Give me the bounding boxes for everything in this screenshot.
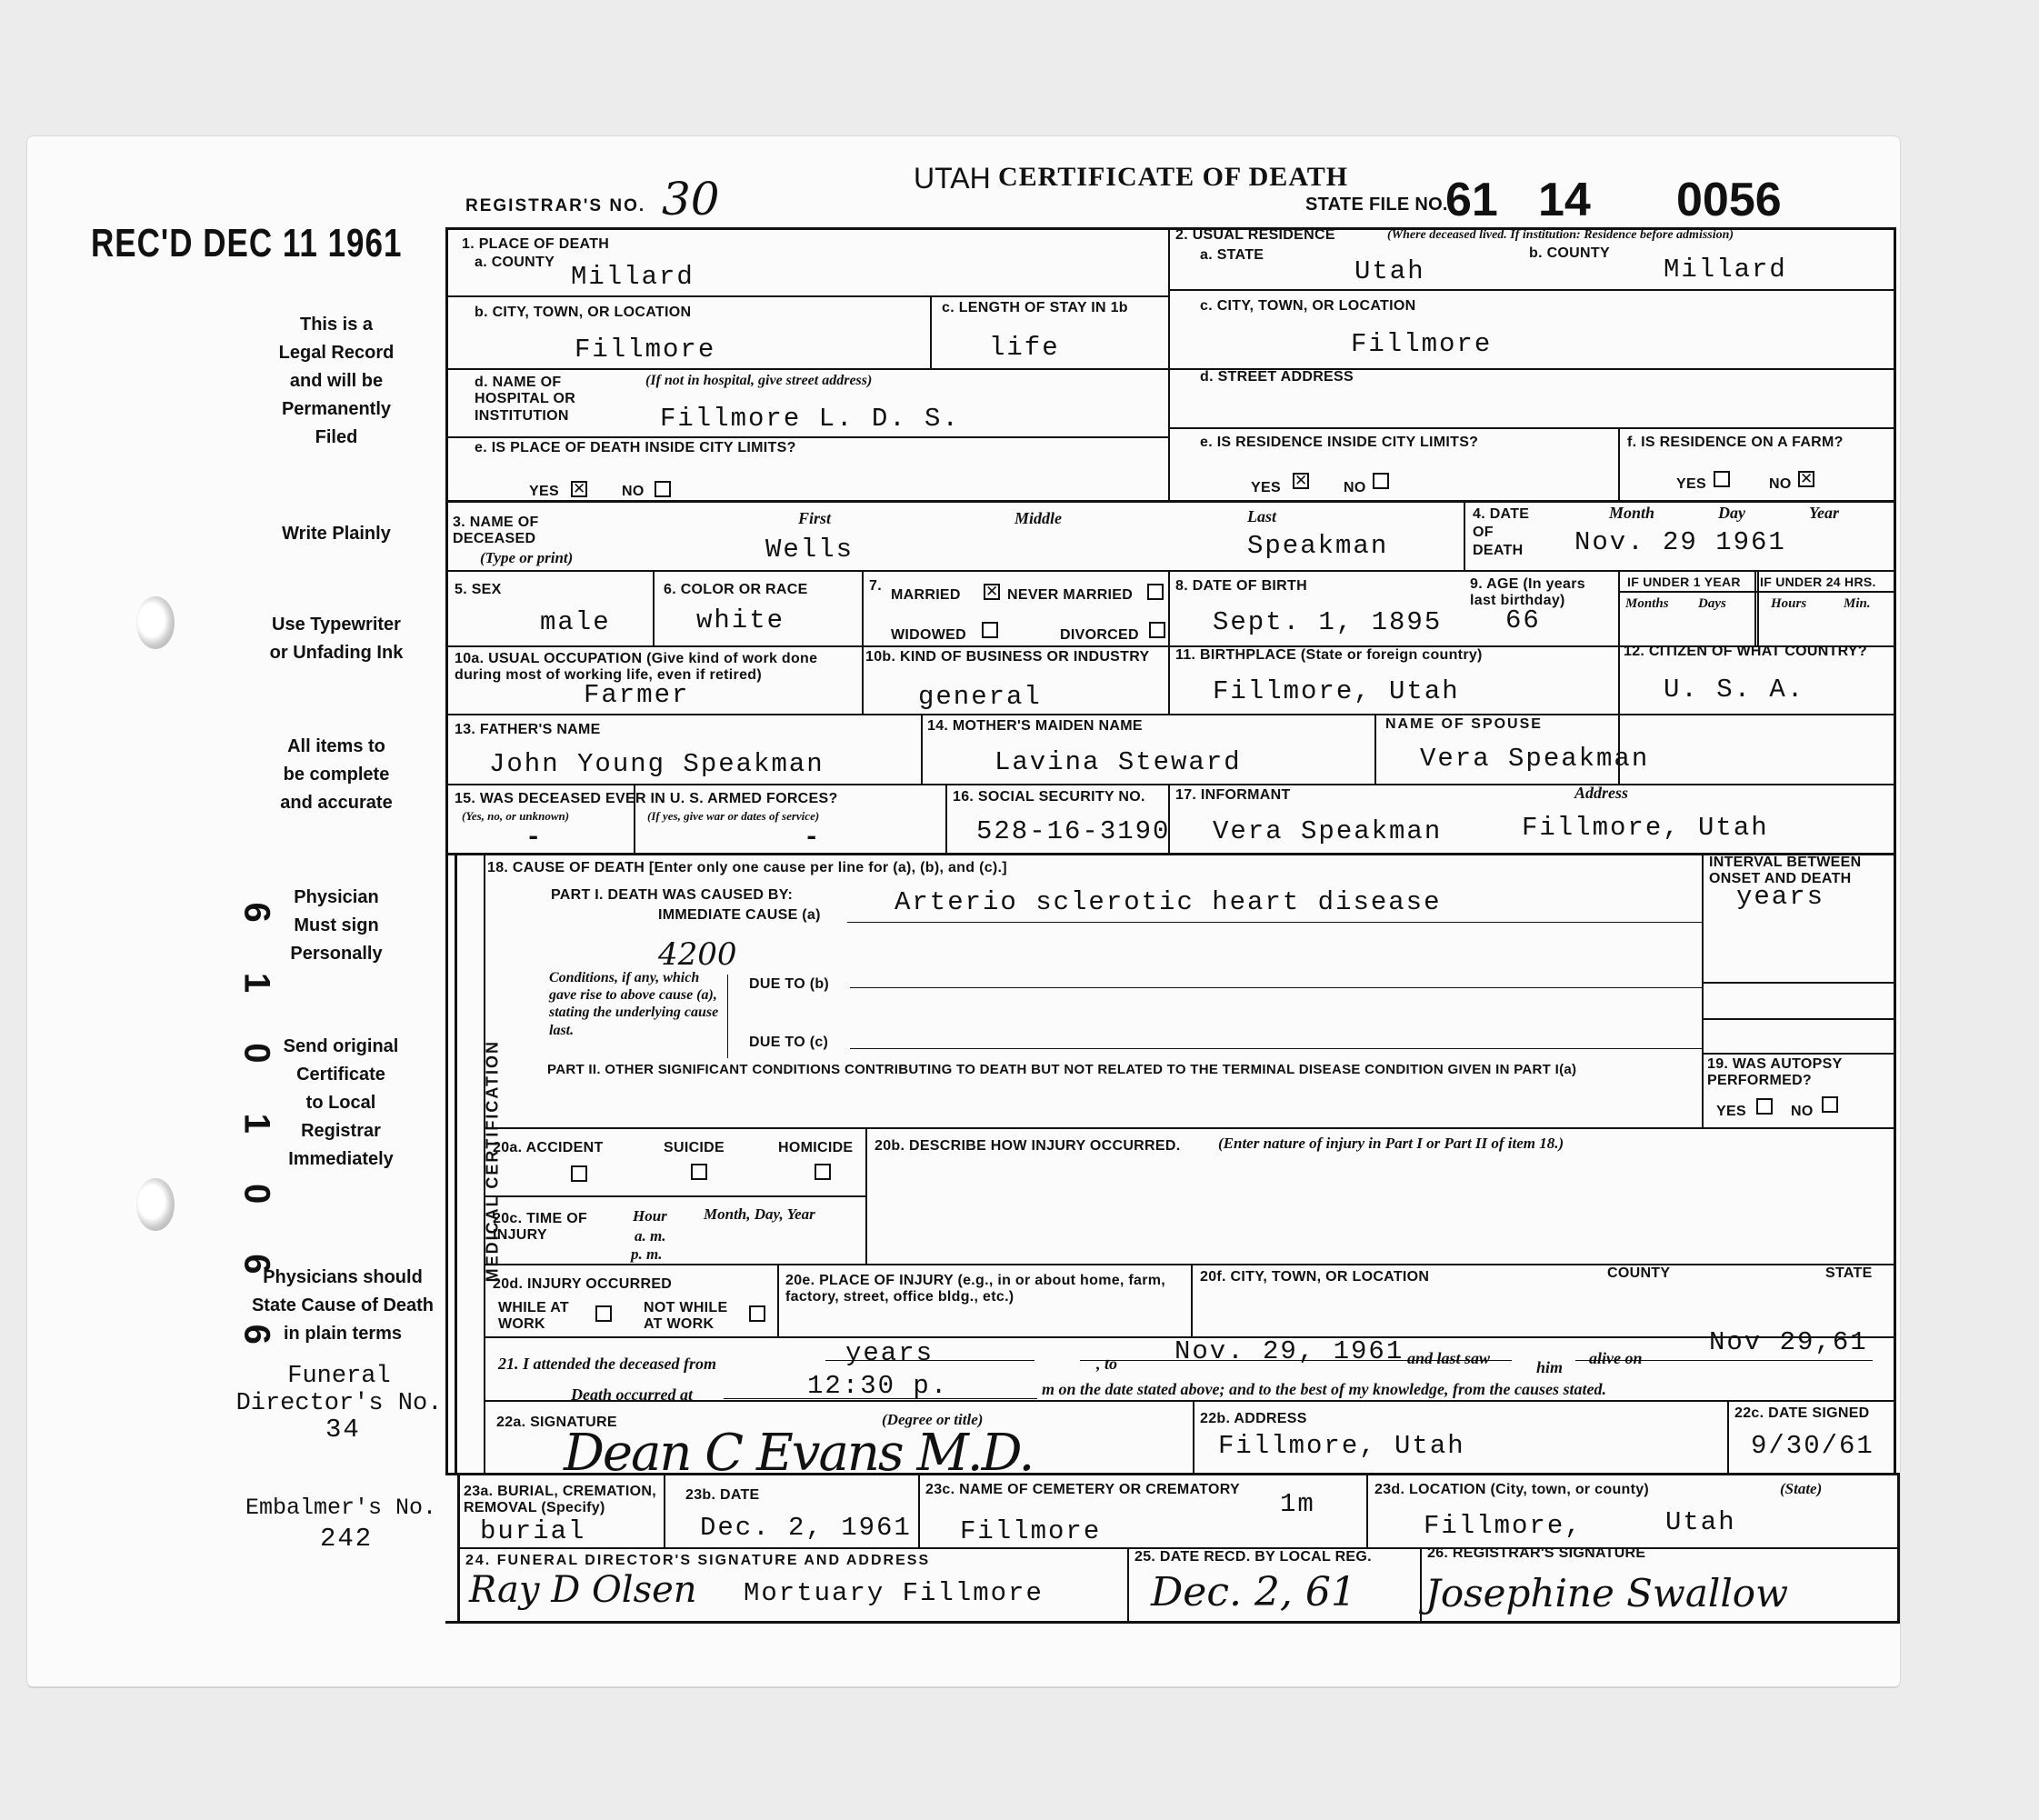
date-received-label: 25. DATE RECD. BY LOCAL REG. [1134, 1549, 1372, 1565]
cemetery-label: 23c. NAME OF CEMETERY OR CREMATORY [925, 1482, 1240, 1497]
death-city-label: b. CITY, TOWN, OR LOCATION [475, 305, 692, 320]
received-stamp: REC'D DEC 11 1961 [91, 221, 403, 265]
signature-label: 22a. SIGNATURE [496, 1415, 617, 1430]
birthplace: Fillmore, Utah [1213, 676, 1460, 706]
burial-state: Utah [1665, 1507, 1736, 1537]
mother-name-label: 14. MOTHER'S MAIDEN NAME [927, 718, 1143, 734]
state-file-part-2: 14 [1538, 174, 1591, 226]
part-2-label: PART II. OTHER SIGNIFICANT CONDITIONS CONTRIBUTING TO DEATH BUT NOT RELATED TO THE TERMINAL DISEASE CONDITION GIVEN IN PART I(a) [547, 1062, 1577, 1077]
attended-from: years [845, 1338, 935, 1368]
death-county: Millard [571, 262, 695, 292]
under-1-year-label: IF UNDER 1 YEAR [1627, 575, 1741, 589]
burial-date-label: 23b. DATE [685, 1487, 760, 1503]
residence-city: Fillmore [1351, 329, 1493, 359]
alive-on-label: alive on [1589, 1349, 1643, 1367]
burial-label: 23a. BURIAL, CREMATION, REMOVAL (Specify) [464, 1484, 656, 1516]
mother-name: Lavina Steward [995, 747, 1242, 777]
min-label: Min. [1844, 596, 1871, 611]
conditions-note: Conditions, if any, which gave rise to above cause (a), stating the underlying cause last. [549, 970, 719, 1038]
death-inside-yes-checkbox[interactable]: ✕ [573, 480, 586, 498]
accident-checkbox[interactable] [571, 1165, 587, 1182]
attended-to: Nov. 29, 1961 [1174, 1336, 1404, 1366]
not-while-at-work-label: NOT WHILE AT WORK [644, 1300, 728, 1333]
usual-residence-label: 2. USUAL RESIDENCE [1175, 227, 1335, 243]
death-occurred-time: 12:30 p. [807, 1371, 949, 1401]
send-original-note: Send original Certificate to Local Registrar Immediately [283, 1036, 399, 1169]
farm-label: f. IS RESIDENCE ON A FARM? [1627, 435, 1844, 450]
informant-name: Vera Speakman [1213, 816, 1443, 846]
father-name: John Young Speakman [489, 749, 825, 779]
farm-yes-checkbox[interactable] [1714, 471, 1730, 487]
injury-state-label: STATE [1825, 1265, 1873, 1281]
place-of-death-label: 1. PLACE OF DEATH [462, 236, 610, 252]
homicide-checkbox[interactable] [815, 1164, 831, 1180]
injury-occurred-label: 20d. INJURY OCCURRED [493, 1276, 673, 1292]
not-while-at-work-checkbox[interactable] [749, 1305, 765, 1322]
registrar-signature-label: 26. REGISTRAR'S SIGNATURE [1427, 1545, 1646, 1561]
funeral-director-no-label: Funeral Director's No. [235, 1363, 443, 1417]
farm-yes-label: YES [1676, 476, 1706, 492]
residence-state-label: a. STATE [1200, 247, 1264, 263]
residence-inside-yes-label: YES [1251, 480, 1281, 495]
residence-inside-limits-label: e. IS RESIDENCE INSIDE CITY LIMITS? [1200, 435, 1479, 450]
interval: years [1736, 882, 1825, 912]
sex: male [540, 607, 611, 637]
birthplace-label: 11. BIRTHPLACE (State or foreign country) [1175, 647, 1483, 663]
punch-hole [136, 596, 175, 649]
date-of-death: Nov. 29 1961 [1574, 527, 1786, 557]
complete-note: All items to be complete and accurate [280, 736, 393, 813]
pm-label: p. m. [631, 1245, 663, 1263]
immediate-cause-label: IMMEDIATE CAUSE (a) [658, 907, 821, 923]
date-received: Dec. 2, 61 [1151, 1569, 1356, 1615]
last-name-label: Last [1247, 507, 1277, 525]
deceased-first-name: Wells [765, 535, 855, 565]
marital-item-number: 7. [869, 578, 882, 594]
date-of-birth: Sept. 1, 1895 [1213, 607, 1443, 637]
never-married-checkbox[interactable] [1147, 584, 1164, 600]
father-name-label: 13. FATHER'S NAME [455, 722, 601, 737]
date-of-birth-label: 8. DATE OF BIRTH [1175, 578, 1307, 594]
injury-county-label: COUNTY [1607, 1265, 1671, 1281]
embalmer-no-label: Embalmer's No. [245, 1495, 437, 1521]
armed-forces-note-2: (If yes, give war or dates of service) [647, 809, 820, 823]
write-plainly-note: Write Plainly [282, 524, 391, 544]
race-label: 6. COLOR OR RACE [664, 582, 808, 597]
under-24-hrs-label: IF UNDER 24 HRS. [1760, 575, 1876, 589]
residence-city-label: c. CITY, TOWN, OR LOCATION [1200, 298, 1416, 314]
funeral-director-address: Mortuary Fillmore [744, 1578, 1044, 1608]
spouse-name-label: NAME OF SPOUSE [1385, 716, 1543, 732]
date-signed-label: 22c. DATE SIGNED [1734, 1405, 1870, 1421]
day-label: Day [1718, 504, 1745, 522]
age-label: 9. AGE (In years last birthday) [1470, 576, 1585, 609]
immediate-cause: Arterio sclerotic heart disease [895, 887, 1442, 917]
never-married-label: NEVER MARRIED [1007, 587, 1134, 603]
date-of-death-label: 4. DATE OF DEATH [1473, 506, 1530, 558]
death-inside-limits-label: e. IS PLACE OF DEATH INSIDE CITY LIMITS? [475, 440, 796, 455]
farm-no-checkbox[interactable]: ✕ [1800, 470, 1814, 488]
residence-county-label: b. COUNTY [1529, 245, 1610, 261]
cause-code: 4200 [658, 936, 737, 973]
informant-address: Fillmore, Utah [1522, 813, 1769, 843]
autopsy-no-label: NO [1791, 1104, 1814, 1119]
deceased-last-name: Speakman [1247, 531, 1389, 561]
last-saw-label: and last saw [1407, 1349, 1491, 1367]
hospital-label: d. NAME OF HOSPITAL OR INSTITUTION [475, 375, 576, 424]
autopsy-yes-label: YES [1716, 1104, 1746, 1119]
deceased-name-note: (Type or print) [480, 549, 574, 566]
due-to-c-label: DUE TO (c) [749, 1035, 829, 1050]
age: 66 [1505, 605, 1541, 635]
date-signed: 9/30/61 [1751, 1431, 1874, 1461]
am-label: a. m. [635, 1227, 666, 1245]
burial: burial [480, 1516, 586, 1546]
autopsy-yes-checkbox[interactable] [1756, 1098, 1773, 1115]
burial-location: Fillmore, [1424, 1511, 1583, 1541]
attended-to-label: , to [1096, 1355, 1118, 1373]
place-of-injury-label: 20e. PLACE OF INJURY (e.g., in or about home, farm, factory, street, office bldg., etc.) [785, 1273, 1166, 1305]
part-1-label: PART I. DEATH WAS CAUSED BY: [551, 887, 794, 903]
business: general [918, 682, 1042, 712]
days-label: Days [1698, 596, 1726, 611]
suicide-checkbox[interactable] [691, 1164, 707, 1180]
attended-label: 21. I attended the deceased from [498, 1355, 716, 1373]
alive-on-date: Nov 29,61 [1709, 1327, 1868, 1357]
due-to-b-label: DUE TO (b) [749, 976, 830, 992]
cause-plain-note: Physicians should State Cause of Death in plain terms [251, 1267, 435, 1344]
widowed-checkbox[interactable] [982, 622, 998, 638]
hospital-note: (If not in hospital, give street address) [645, 373, 873, 388]
months-label: Months [1625, 596, 1669, 611]
death-city: Fillmore [575, 335, 716, 365]
married-checkbox[interactable]: ✕ [985, 583, 999, 601]
state-name: UTAH [914, 162, 991, 195]
length-of-stay-label: c. LENGTH OF STAY IN 1b [942, 300, 1128, 315]
residence-inside-no-label: NO [1344, 480, 1366, 495]
month-day-year-label: Month, Day, Year [704, 1205, 815, 1223]
funeral-director-no: 34 [325, 1415, 361, 1445]
physician-address: Fillmore, Utah [1218, 1431, 1465, 1461]
citizen: U. S. A. [1664, 675, 1805, 705]
hospital-name: Fillmore L. D. S. [660, 404, 960, 434]
while-at-work-label: WHILE AT WORK [498, 1300, 569, 1333]
street-address-label: d. STREET ADDRESS [1200, 369, 1354, 385]
cemetery: Fillmore [960, 1516, 1102, 1546]
state-file-part-3: 0056 [1676, 174, 1782, 226]
occupation: Farmer [584, 680, 690, 710]
month-label: Month [1609, 504, 1655, 522]
length-of-stay: life [989, 333, 1060, 363]
accident-label: 20a. ACCIDENT [493, 1140, 604, 1155]
deceased-name-label: 3. NAME OF DECEASED [453, 515, 539, 547]
first-name-label: First [798, 509, 832, 527]
funeral-director-label: 24. FUNERAL DIRECTOR'S SIGNATURE AND ADDRESS [465, 1553, 931, 1568]
residence-inside-no-checkbox[interactable] [1373, 473, 1389, 489]
vertical-file-number: 6 1 0 1 0 6 6 [236, 902, 277, 1365]
armed-forces-service: - [804, 823, 822, 853]
married-label: MARRIED [891, 587, 961, 603]
farm-no-label: NO [1769, 476, 1792, 492]
registrar-signature: Josephine Swallow [1425, 1571, 1789, 1615]
widowed-label: WIDOWED [891, 627, 966, 643]
typewriter-note: Use Typewriter or Unfading Ink [269, 615, 404, 663]
year-label: Year [1809, 504, 1839, 522]
state-file-part-1: 61 [1445, 174, 1498, 226]
while-at-work-checkbox[interactable] [595, 1305, 612, 1322]
funeral-director-signature: Ray D Olsen [469, 1569, 697, 1611]
burial-date: Dec. 2, 1961 [700, 1513, 912, 1543]
armed-forces-label: 15. WAS DECEASED EVER IN U. S. ARMED FORCES? [455, 791, 838, 806]
divorced-checkbox[interactable] [1149, 622, 1165, 638]
residence-state: Utah [1354, 256, 1425, 286]
death-occurred-label: Death occurred at [571, 1385, 693, 1404]
hour-label: Hour [633, 1207, 667, 1225]
punch-hole [136, 1178, 175, 1231]
residence-county: Millard [1664, 255, 1787, 285]
usual-residence-note: (Where deceased lived. If institution: Residence before admission) [1387, 228, 1734, 242]
legal-record-note: This is a Legal Record and will be Permanently Filed [278, 315, 395, 447]
occupation-label: 10a. USUAL OCCUPATION (Give kind of work done during most of working life, even if retired) [455, 651, 818, 684]
state-file-label: STATE FILE NO. [1305, 195, 1448, 215]
him-label: him [1536, 1358, 1564, 1376]
describe-injury-note: (Enter nature of injury in Part I or Part II of item 18.) [1218, 1135, 1564, 1152]
hours-label: Hours [1771, 596, 1807, 611]
death-inside-yes-label: YES [529, 484, 559, 499]
death-inside-no-label: NO [622, 484, 645, 499]
physician-sign-note: Physician Must sign Personally [290, 887, 383, 964]
describe-injury-label: 20b. DESCRIBE HOW INJURY OCCURRED. [875, 1138, 1181, 1154]
autopsy-label: 19. WAS AUTOPSY PERFORMED? [1707, 1056, 1843, 1089]
armed-forces-answer: - [525, 823, 544, 853]
physician-signature: Dean C Evans M.D. [564, 1424, 1034, 1483]
embalmer-no: 242 [320, 1524, 374, 1554]
race: white [696, 605, 785, 635]
death-county-label: a. COUNTY [475, 255, 555, 270]
divorced-label: DIVORCED [1060, 627, 1139, 643]
suicide-label: SUICIDE [664, 1140, 725, 1155]
middle-name-label: Middle [1015, 509, 1062, 527]
ssn: 528-16-3190 [976, 816, 1171, 846]
death-inside-no-checkbox[interactable] [655, 481, 671, 497]
informant-address-label: Address [1574, 784, 1629, 802]
spouse-name: Vera Speakman [1420, 744, 1650, 774]
informant-label: 17. INFORMANT [1175, 787, 1291, 803]
burial-location-label: 23d. LOCATION (City, town, or county) [1374, 1482, 1650, 1497]
registrar-no: 30 [662, 173, 720, 225]
degree-label: (Degree or title) [882, 1411, 984, 1428]
burial-state-label: (State) [1780, 1480, 1823, 1497]
business-label: 10b. KIND OF BUSINESS OR INDUSTRY [865, 649, 1150, 665]
certificate-title: CERTIFICATE OF DEATH [998, 162, 1349, 192]
registrar-no-label: REGISTRAR'S NO. [465, 196, 646, 215]
cause-of-death-label: 18. CAUSE OF DEATH [Enter only one cause per line for (a), (b), and (c).] [487, 860, 1007, 875]
time-of-injury-label: 20c. TIME OF INJURY [493, 1211, 588, 1244]
interval-label: INTERVAL BETWEEN ONSET AND DEATH [1709, 855, 1862, 887]
physician-address-label: 22b. ADDRESS [1200, 1411, 1307, 1426]
autopsy-no-checkbox[interactable] [1822, 1096, 1838, 1113]
residence-inside-yes-checkbox[interactable]: ✕ [1294, 472, 1308, 490]
homicide-label: HOMICIDE [778, 1140, 854, 1155]
death-occurred-statement: m on the date stated above; and to the best of my knowledge, from the causes stated. [1042, 1380, 1606, 1398]
sex-label: 5. SEX [455, 582, 502, 597]
ssn-label: 16. SOCIAL SECURITY NO. [953, 789, 1145, 805]
cemetery-note: 1m [1280, 1489, 1315, 1519]
citizen-label: 12. CITIZEN OF WHAT COUNTRY? [1624, 644, 1867, 659]
injury-city-label: 20f. CITY, TOWN, OR LOCATION [1200, 1269, 1430, 1285]
armed-forces-note-1: (Yes, no, or unknown) [462, 809, 570, 823]
medical-certification-label: MEDICAL CERTIFICATION [483, 1040, 502, 1283]
